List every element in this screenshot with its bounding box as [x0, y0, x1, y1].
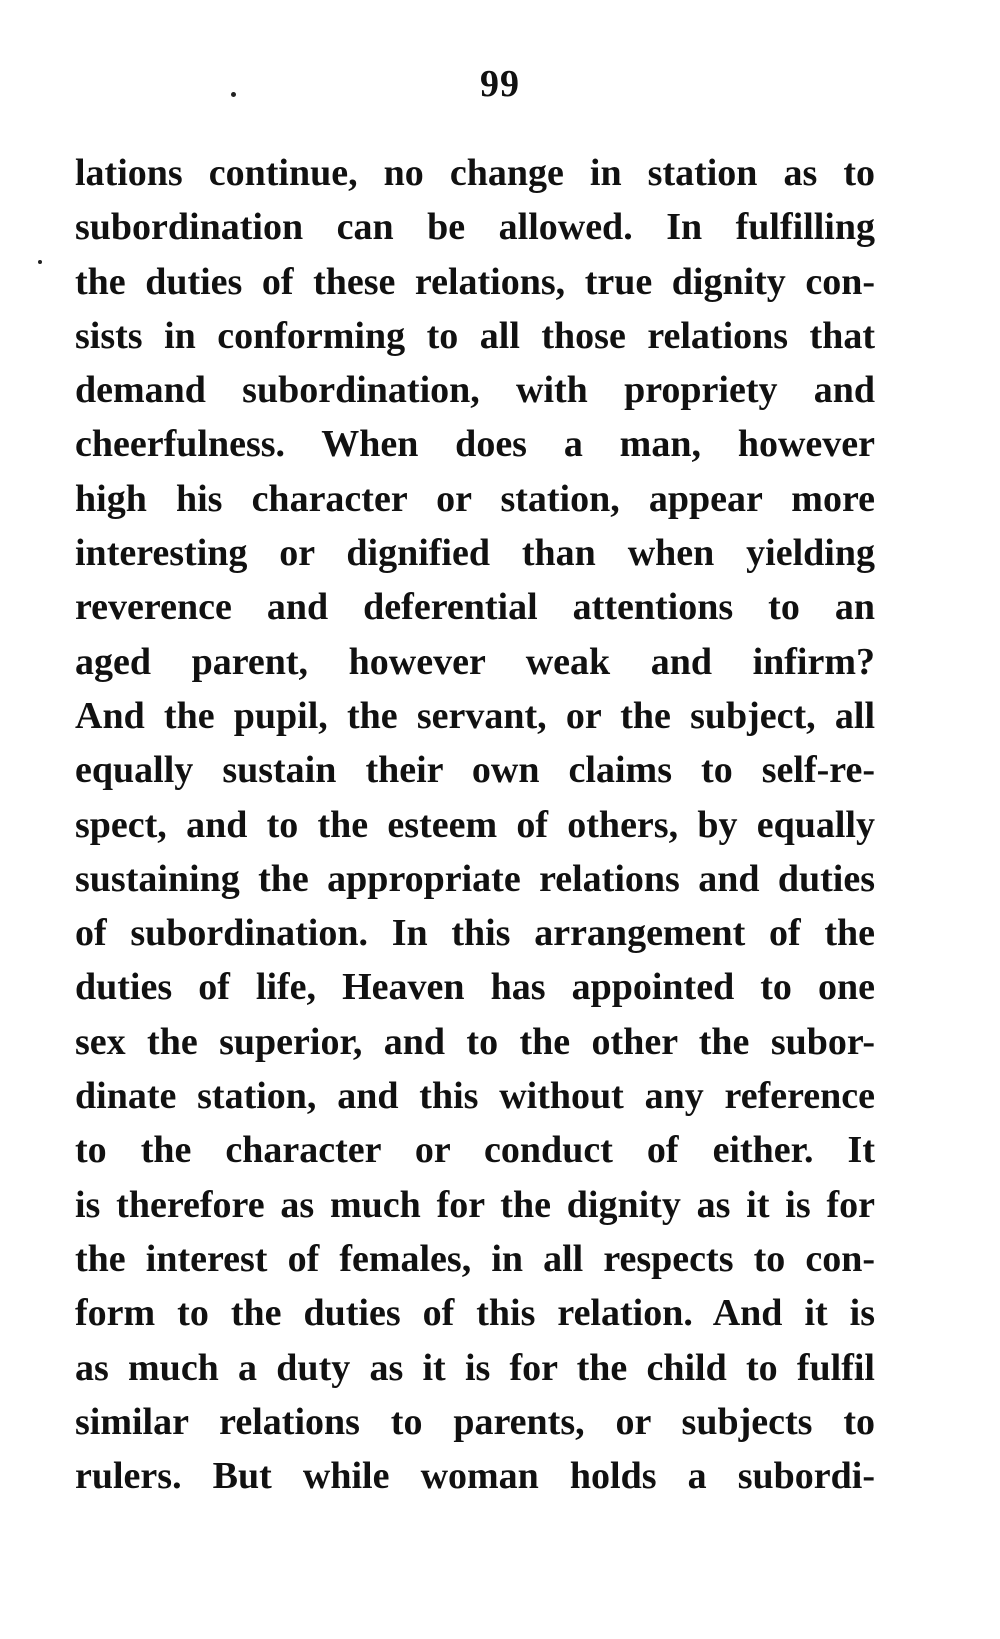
text-line: subordination can be allowed. In fulfilling: [75, 206, 875, 249]
print-speck: [38, 260, 42, 264]
text-line: form to the duties of this relation. And it is: [75, 1292, 875, 1335]
text-line: lations continue, no change in station as to: [75, 152, 875, 194]
text-line: sustaining the appropriate relations and duties: [75, 857, 875, 900]
text-line: high his character or station, appear more: [75, 477, 875, 520]
text-line: sex the superior, and to the other the subor-: [75, 1020, 875, 1063]
body-text: [75, 146, 875, 1503]
text-line: is therefore as much for the dignity as it is for: [75, 1183, 875, 1226]
text-line: the duties of these relations, true dignity con-: [75, 260, 875, 303]
text-line: as much a duty as it is for the child to fulfil: [75, 1346, 875, 1389]
text-line: similar relations to parents, or subjects to: [75, 1400, 875, 1443]
text-line: equally sustain their own claims to self-re-: [75, 749, 875, 792]
text-line: the interest of females, in all respects to con-: [75, 1237, 875, 1280]
text-line: cheerfulness. When does a man, however: [75, 423, 875, 466]
text-line: reverence and deferential attentions to an: [75, 586, 875, 629]
text-line: spect, and to the esteem of others, by equally: [75, 803, 875, 846]
page-number: 99: [480, 63, 520, 105]
text-line: interesting or dignified than when yielding: [75, 532, 875, 575]
text-line: And the pupil, the servant, or the subject, all: [75, 694, 875, 737]
text-line: dinate station, and this without any reference: [75, 1075, 875, 1118]
text-line: of subordination. In this arrangement of the: [75, 912, 875, 955]
text-line: aged parent, however weak and infirm?: [75, 640, 875, 683]
text-line: duties of life, Heaven has appointed to one: [75, 966, 875, 1009]
text-line: demand subordination, with propriety and: [75, 369, 875, 412]
text-line: to the character or conduct of either. It: [75, 1129, 875, 1172]
text-line: rulers. But while woman holds a subordi-: [75, 1455, 875, 1498]
text-line: sists in conforming to all those relations that: [75, 314, 875, 357]
